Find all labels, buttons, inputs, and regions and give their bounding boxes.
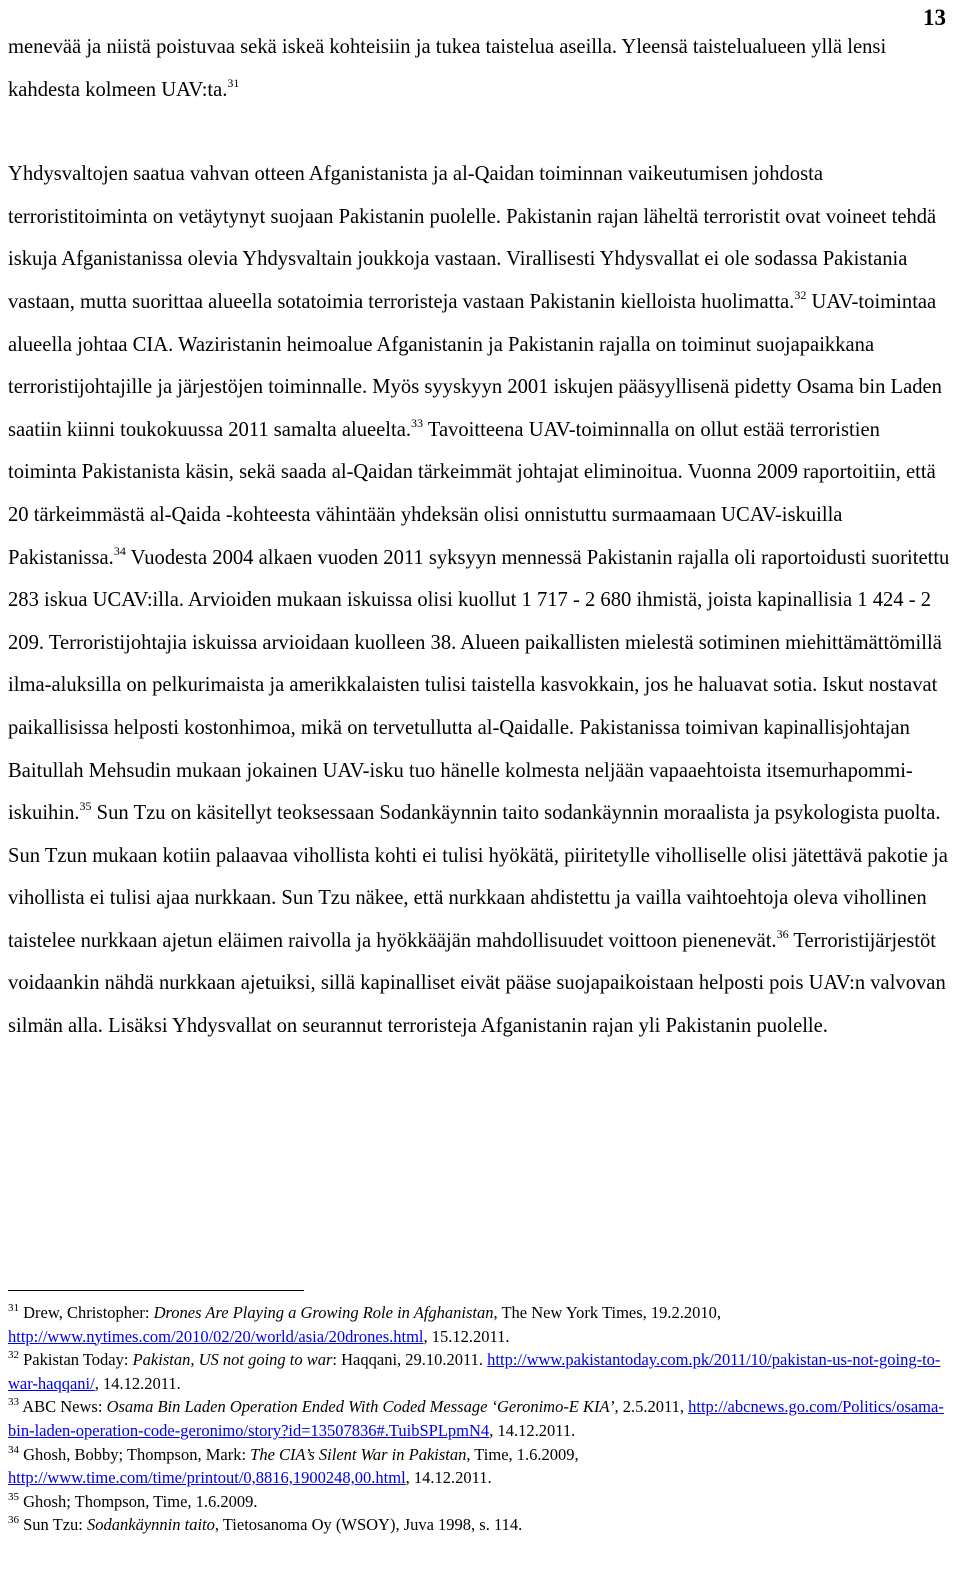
text-run: Vuodesta 2004 alkaen vuoden 2011 syksyyn mennessä Pakistanin rajalla oli raportoidusti suoritettu 283 iskua UCAV:illa. Arvioiden mukaan iskuissa olisi kuollut 1 717 - 2 680 ihmistä, joista kapinallisia 1 424 - 2 209. Terroristijohtajia iskuissa arvioidaan kuolleen 38. Alueen paikallisten mielestä sotiminen miehittämättömillä ilma-aluksilla on pelkurimaista ja amerikkalaisten tulisi taistella kasvokkain, jos he haluavat sotia. Iskut nostavat paikallisissa helposti kostonhimoa, mikä on tervetullutta al-Qaidalle. Pakistanissa toimivan kapinallisjohtajan Baitullah Mehsudin mukaan jokainen UAV-isku tuo hänelle kolmesta neljään vapaaehtoista itsemurhapommi-iskuihin. <box>8 546 950 825</box>
text-run: menevää ja niistä poistuvaa sekä iskeä kohteisiin ja tukea taistelua aseilla. Yleensä taistelualueen yllä lensi kahdesta kolmeen UAV:ta. <box>8 36 887 101</box>
footnote-link[interactable]: http://www.nytimes.com/2010/02/20/world/asia/20drones.html <box>8 1326 424 1346</box>
footnote-link[interactable]: http://abcnews.go.com/Politics/osama-bin-laden-operation-code-geronimo/story?id=13507836#.TuibSPLpmN4 <box>8 1397 944 1440</box>
paragraph <box>8 153 952 1047</box>
text-run: Sun Tzu: <box>19 1515 87 1535</box>
text-run: Tavoitteena UAV-toiminnalla on ollut estää terroristien toiminta Pakistanista käsin, sekä saada al-Qaidan tärkeimmät johtajat eliminoitua. Vuonna 2009 raportoitiin, että 20 tärkeimmästä al-Qaida -kohteesta vähintään yhdeksän olisi onnistuttu surmaamaan UCAV-iskuilla Pakistanissa. <box>8 418 936 569</box>
footnotes-section <box>8 1301 952 1537</box>
footnote-item <box>8 1301 952 1348</box>
text-run: , The New York Times, 19.2.2010, <box>493 1303 722 1322</box>
footnote-item <box>8 1490 952 1514</box>
text-run: UAV-toimintaa alueella johtaa CIA. Waziristanin heimoalue Afganistanin ja Pakistanin rajalla on toiminut suojapaikkana terroristijohtajille ja järjestöjen toiminnalle. Myös syyskyyn 2001 iskujen pääsyyllisenä pidetty Osama bin Laden saatiin kiinni toukokuussa 2011 samalta alueelta. <box>8 290 942 441</box>
text-run: Ghosh, Bobby; Thompson, Mark: <box>19 1444 251 1464</box>
footnote-reference: 32 <box>794 287 807 302</box>
footnote-link[interactable]: http://www.pakistantoday.com.pk/2011/10/pakistan-us-not-going-to-war-haqqani/ <box>8 1350 941 1393</box>
footnote-number: 33 <box>8 1396 19 1409</box>
italic-title: Osama Bin Laden Operation Ended With Coded Message ‘Geronimo-E KIA’ <box>106 1397 615 1417</box>
italic-title: The CIA’s Silent War in Pakistan <box>250 1444 467 1464</box>
footnote-reference: 33 <box>411 415 424 430</box>
text-run: ABC News: <box>19 1397 107 1417</box>
page-number: 13 <box>923 5 946 30</box>
footnote-number: 31 <box>8 1302 19 1314</box>
italic-title: Pakistan, US not going to war <box>132 1350 333 1370</box>
footnote-number: 35 <box>8 1490 19 1503</box>
text-run: Ghosh; Thompson, Time, 1.6.2009. <box>19 1491 258 1511</box>
text-run: , Time, 1.6.2009, <box>466 1444 579 1464</box>
text-run: Sun Tzu on käsitellyt teoksessaan Sodankäynnin taito sodankäynnin moraalista ja psykologista puolta. Sun Tzun mukaan kotiin palaavaa vihollista kohti ei tulisi hyökätä, piiritetylle viholliselle olisi jätettävä pakotie ja vihollista ei tulisi ajaa nurkkaan. Sun Tzu näkee, että nurkkaan ahdistettu ja vailla vaihtoehtoja oleva vihollinen taistelee nurkkaan ajetun eläimen raivolla ja hyökkääjän mahdollisuudet voittoon pienenevät. <box>8 802 948 952</box>
main-body-text <box>8 26 952 1048</box>
text-run: : Haqqani, 29.10.2011. <box>332 1350 488 1370</box>
footnote-reference: 31 <box>227 75 240 90</box>
paragraph-gap <box>8 111 952 153</box>
text-run: , 14.12.2011. <box>94 1373 181 1393</box>
italic-title: Drones Are Playing a Growing Role in Afghanistan <box>153 1303 494 1322</box>
text-run: Pakistan Today: <box>19 1350 133 1370</box>
text-run: , 14.12.2011. <box>489 1420 576 1440</box>
text-run: , 15.12.2011. <box>423 1326 510 1346</box>
footnote-reference: 34 <box>113 543 126 558</box>
footnote-separator <box>8 1290 304 1291</box>
text-run: Drew, Christopher: <box>19 1303 154 1322</box>
text-run: , 14.12.2011. <box>405 1468 492 1488</box>
footnote-number: 32 <box>8 1349 19 1362</box>
text-run: , Tietosanoma Oy (WSOY), Juva 1998, s. 114. <box>214 1515 523 1535</box>
footnote-reference: 35 <box>79 799 92 814</box>
italic-title: Sodankäynnin taito <box>87 1515 215 1535</box>
footnote-item <box>8 1348 952 1395</box>
footnote-number: 34 <box>8 1443 19 1456</box>
text-run: Terroristijärjestöt voidaankin nähdä nurkkaan ajetuiksi, sillä kapinalliset eivät pääse suojapaikoistaan helposti pois UAV:n valvovan silmän alla. Lisäksi Yhdysvallat on seurannut terroristeja Afganistanin rajan yli Pakistanin puolelle. <box>8 929 946 1038</box>
footnote-item <box>8 1395 952 1442</box>
footnote-item <box>8 1443 952 1490</box>
footnote-link[interactable]: http://www.time.com/time/printout/0,8816,1900248,00.html <box>8 1468 406 1488</box>
footnote-number: 36 <box>8 1514 19 1527</box>
paragraph <box>8 26 952 111</box>
footnote-reference: 36 <box>776 926 789 941</box>
footnote-item <box>8 1513 952 1537</box>
text-run: Yhdysvaltojen saatua vahvan otteen Afganistanista ja al-Qaidan toiminnan vaikeutumisen johdosta terroristitoiminta on vetäytynyt suojaan Pakistanin puolelle. Pakistanin rajan läheltä terroristit ovat voineet tehdä iskuja Afganistanissa olevia Yhdysvaltain joukkoja vastaan. Virallisesti Yhdysvallat ei ole sodassa Pakistania vastaan, mutta suorittaa alueella sotatoimia terroristeja vastaan Pakistanin kielloista huolimatta. <box>8 163 937 313</box>
text-run: , 2.5.2011, <box>614 1397 689 1417</box>
